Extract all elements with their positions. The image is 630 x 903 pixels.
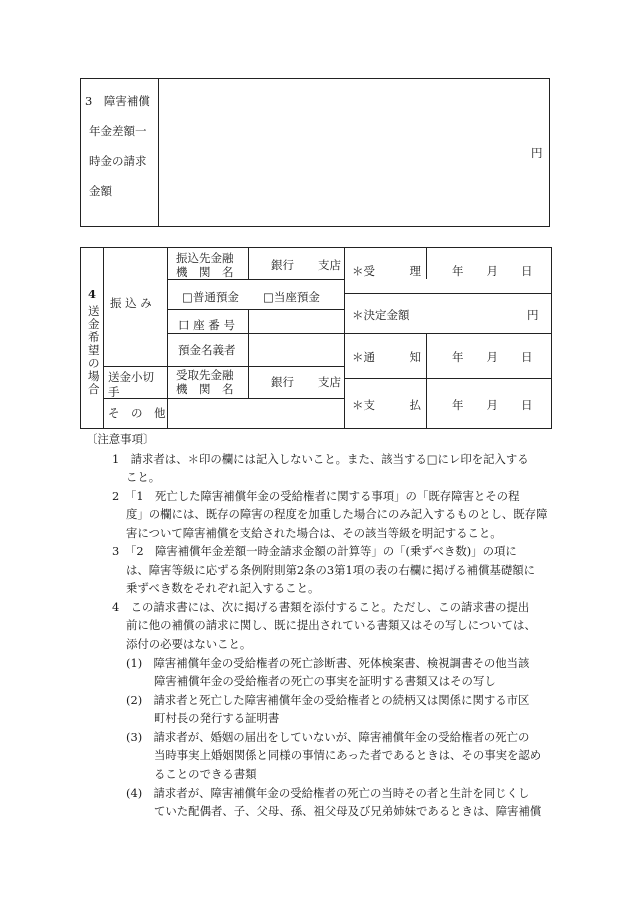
- kogitte-label-line2: 手: [108, 385, 120, 399]
- note-line: 障害補償年金の受給権者の死亡の事実を証明する書類又はその写し: [154, 674, 496, 688]
- note-line: (1) 障害補償年金の受給権者の死亡診断書、死体検案書、検視調書その他当該: [126, 656, 530, 670]
- furikomi-label: 振 込 み: [110, 296, 152, 310]
- shiharai-date: 年 月 日: [452, 398, 533, 412]
- note-line: 添付の必要はないこと。: [126, 637, 252, 651]
- section4-side-char-7: 合: [88, 382, 100, 396]
- furikomi-bank-unit: 銀行: [271, 258, 294, 272]
- section3-label-line3: 時金の請求: [89, 154, 147, 168]
- juri-label: ＊受 理: [352, 264, 421, 278]
- section4-side-char-5: の: [88, 356, 100, 370]
- receive-branch-unit: 支店: [318, 375, 341, 389]
- receive-bank-label-line2: 機 関 名: [176, 382, 234, 396]
- kogitte-label-line1: 送金小切: [108, 370, 154, 384]
- note-line: ていた配偶者、子、父母、孫、祖父母及び兄弟姉妹であるときは、障害補償: [154, 804, 542, 818]
- tsuchi-label: ＊通 知: [352, 350, 421, 364]
- note-line: (2) 請求者と死亡した障害補償年金の受給権者との続柄又は関係に関する市区: [126, 693, 530, 707]
- section4-side-char-1: 送: [88, 304, 100, 318]
- section4-side-char-6: 場: [88, 369, 100, 383]
- tsuchi-date: 年 月 日: [452, 350, 533, 364]
- shiharai-label: ＊支 払: [352, 398, 421, 412]
- note-line: (3) 請求者が、婚姻の届出をしていないが、障害補償年金の受給権者の死亡の: [126, 730, 530, 744]
- furikomi-branch-unit: 支店: [318, 258, 341, 272]
- account-number-label: 口 座 番 号: [178, 318, 235, 332]
- receive-bank-label-line1: 受取先金融: [176, 368, 234, 382]
- claim-amount-box: [80, 78, 550, 227]
- deposit-current-checkbox[interactable]: □当座預金: [263, 290, 320, 304]
- note-line: 1 請求者は、＊印の欄には記入しないこと。また、該当する□にレ印を記入する: [112, 452, 529, 466]
- furikomi-bank-label-line2: 機 関 名: [176, 265, 234, 279]
- receive-bank-unit: 銀行: [271, 375, 294, 389]
- juri-date: 年 月 日: [452, 264, 533, 278]
- note-line: 乗ずべき数をそれぞれ記入すること。: [126, 581, 320, 595]
- note-line: (4) 請求者が、障害補償年金の受給権者の死亡の当時その者と生計を同じくし: [126, 786, 530, 800]
- note-line: 当時事実上婚姻関係と同様の事情にあった者であるときは、その事実を認め: [154, 748, 542, 762]
- kettei-label: ＊決定金額: [352, 308, 410, 322]
- kettei-yen-unit: 円: [527, 308, 539, 322]
- claim-amount-divider: [158, 79, 159, 226]
- note-line: 3 「2 障害補償年金差額一時金請求金額の計算等」の「(乗ずべき数)」の項に: [112, 544, 517, 558]
- furikomi-bank-label-line1: 振込先金融: [176, 251, 234, 265]
- section4-number: 4: [88, 287, 97, 301]
- other-label: そ の 他: [108, 406, 166, 420]
- section3-label-line4: 金額: [89, 184, 112, 198]
- section4-side-char-2: 金: [88, 317, 100, 331]
- note-line: 4 この請求書には、次に掲げる書類を添付すること。ただし、この請求書の提出: [112, 600, 530, 614]
- section3-label-line1: 3 障害補償: [85, 94, 150, 108]
- section4-side-char-4: 望: [88, 343, 100, 357]
- note-line: ることのできる書類: [154, 767, 257, 781]
- notes-heading: 〔注意事項〕: [86, 432, 155, 446]
- note-line: 前に他の補償の請求に関し、既に提出されている書類又はその写しについては、: [126, 618, 536, 632]
- section4-side-char-3: 希: [88, 330, 100, 344]
- account-holder-label: 預金名義者: [178, 343, 236, 357]
- note-line: こと。: [126, 470, 161, 484]
- section3-label-line2: 年金差額一: [89, 124, 147, 138]
- section3-yen-unit: 円: [531, 146, 543, 160]
- note-line: 町村長の発行する証明書: [154, 711, 280, 725]
- note-line: 害について障害補償を支給された場合は、その該当等級を明記すること。: [126, 526, 502, 540]
- note-line: 度」の欄には、既存の障害の程度を加重した場合にのみ記入するものとし、既存障: [126, 507, 548, 521]
- deposit-ordinary-checkbox[interactable]: □普通預金: [182, 290, 239, 304]
- note-line: 2 「1 死亡した障害補償年金の受給権者に関する事項」の「既存障害とその程: [112, 489, 520, 503]
- note-line: は、障害等級に応ずる条例附則第2条の3第1項の表の右欄に掲げる補償基礎額に: [126, 563, 536, 577]
